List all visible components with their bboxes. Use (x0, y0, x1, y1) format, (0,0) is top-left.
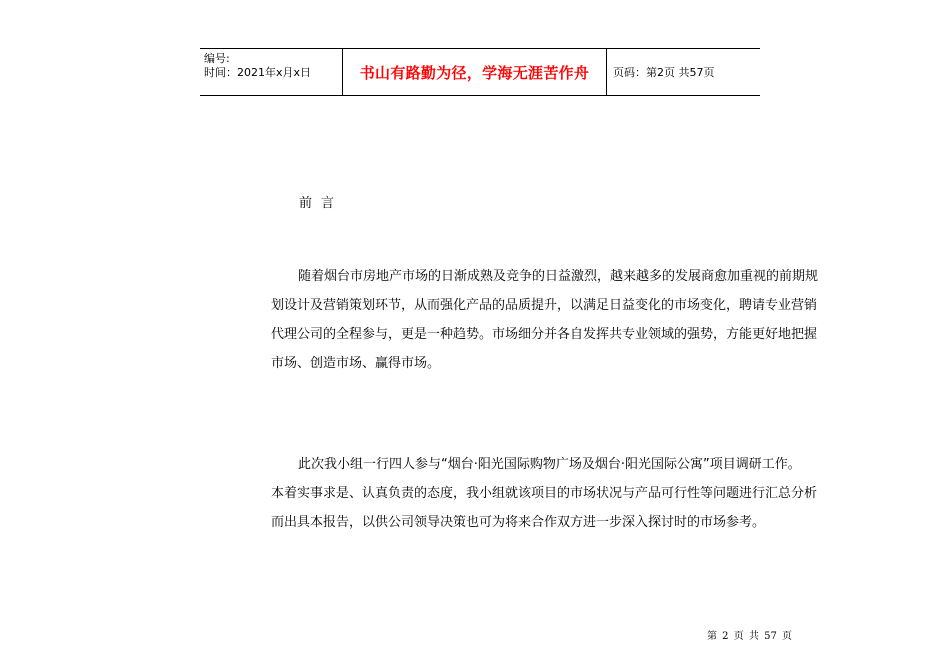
document-header (200, 48, 760, 96)
header-meta-cell (200, 49, 343, 95)
paragraph-intro (271, 262, 871, 378)
document-time-label: 时间：2021年x月x日 (204, 66, 312, 79)
document-number-label: 编号: (204, 52, 230, 65)
paragraph-line: 划设计及营销策划环节，从而强化产品的品质提升，以满足日益变化的市场变化，聘请专业营销 (271, 298, 818, 313)
paragraph-line: 代理公司的全程参与，更是一种趋势。市场细分并各自发挥共专业领域的强势，方能更好地把握 (271, 327, 818, 342)
paragraph-line: 随着烟台市房地产市场的日渐成熟及竞争的日益激烈，越来越多的发展商愈加重视的前期规 (298, 269, 819, 284)
paragraph-line: 而出具本报告，以供公司领导决策也可为将来合作双方进一步深入探讨时的市场参考。 (271, 515, 766, 530)
header-page-info: 页码：第2页 共57页 (613, 66, 715, 79)
page-footer: 第 2 页 共 57 页 (707, 631, 792, 642)
header-motto: 书山有路勤为径，学海无涯苦作舟 (343, 49, 607, 95)
paragraph-line: 此次我小组一行四人参与“烟台·阳光国际购物广场及烟台·阳光国际公寓”项目调研工作。 (298, 457, 801, 472)
section-heading: 前言 (299, 196, 344, 211)
paragraph-line: 本着实事求是、认真负责的态度，我小组就该项目的市场状况与产品可行性等问题进行汇总分析 (271, 486, 818, 501)
paragraph-project (271, 450, 871, 537)
paragraph-line: 市场、创造市场、赢得市场。 (271, 356, 441, 371)
